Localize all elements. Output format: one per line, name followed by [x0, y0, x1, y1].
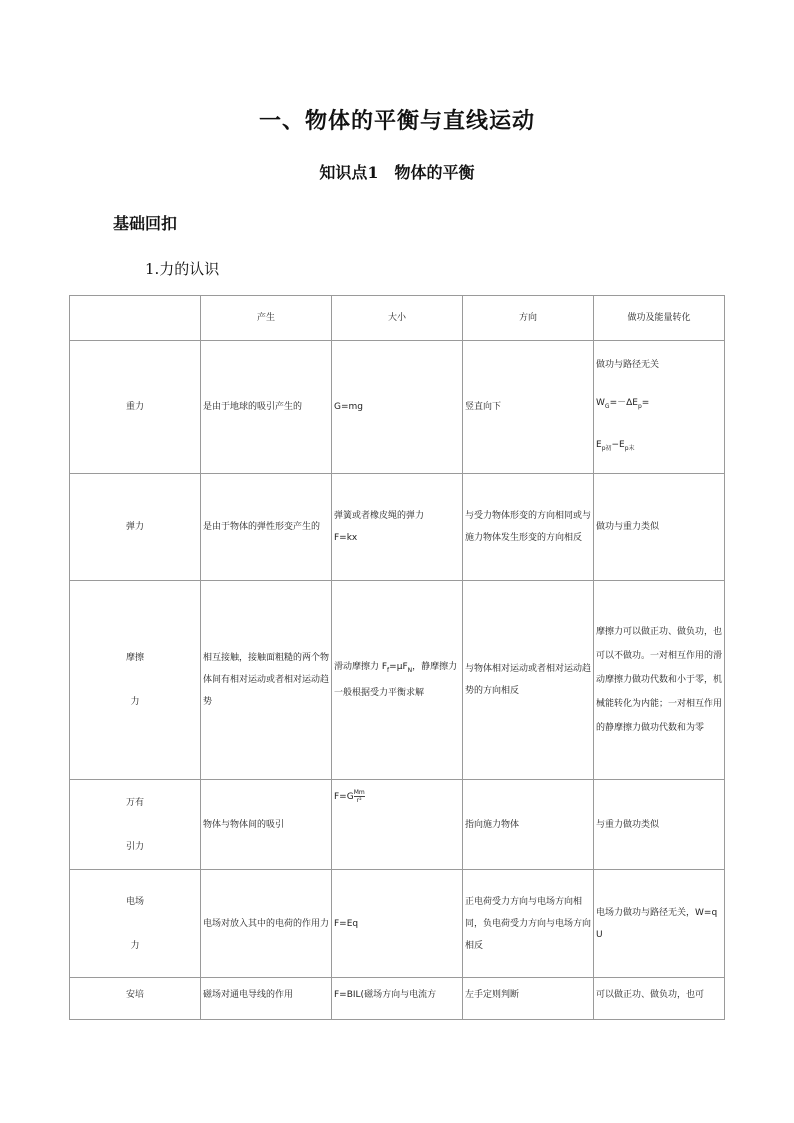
- force-table: [69, 295, 725, 1020]
- universal-work: 与重力做功类似: [594, 780, 725, 870]
- electric-direction: 正电荷受力方向与电场方向相同，负电荷受力方向与电场方向相反: [463, 870, 594, 978]
- electric-size: F=Eq: [332, 870, 463, 978]
- gravity-work: [594, 341, 725, 474]
- gravity-direction: 竖直向下: [463, 341, 594, 474]
- electric-name: 电场 力: [70, 870, 201, 978]
- ampere-work: 可以做正功、做负功，也可: [594, 978, 725, 1020]
- table-row-gravity: [70, 341, 725, 474]
- gravity-origin: 是由于地球的吸引产生的: [201, 341, 332, 474]
- page-title: 一、物体的平衡与直线运动: [258, 108, 535, 134]
- table-header-row: [70, 296, 725, 341]
- universal-origin: 物体与物体间的吸引: [201, 780, 332, 870]
- header-cell-origin: 产生: [201, 296, 332, 341]
- page-subtitle: 知识点1 物体的平衡: [319, 163, 475, 182]
- universal-fraction: $\frac{Mm}{\text{r²}}$: [353, 789, 365, 804]
- header-cell-work: 做功及能量转化: [594, 296, 725, 341]
- friction-size: 滑动摩擦力 $F_f=\mu F_N$，静摩擦力一般根据受力平衡求解: [332, 581, 463, 780]
- electric-work: 电场力做功与路径无关，W=qU: [594, 870, 725, 978]
- elastic-size: [332, 474, 463, 581]
- gravity-work-line1: 做功与路径无关: [596, 360, 660, 371]
- elastic-work: 做功与重力类似: [594, 474, 725, 581]
- gravity-work-line3: $E_{p初}-E_{p末}$: [596, 440, 635, 452]
- gravity-size: G=mg: [332, 341, 463, 474]
- friction-origin: 相互接触，接触面粗糙的两个物体间有相对运动或者相对运动趋势: [201, 581, 332, 780]
- friction-work: 摩擦力可以做正功、做负功，也可以不做功。一对相互作用的滑动摩擦力做功代数和小于零，机械能转化为内能；一对相互作用的静摩擦力做功代数和为零: [594, 581, 725, 780]
- elastic-size-line2: F=kx: [334, 533, 358, 543]
- table-row-universal: [70, 780, 725, 870]
- universal-direction: 指向施力物体: [463, 780, 594, 870]
- elastic-name: 弹力: [70, 474, 201, 581]
- header-cell-size: 大小: [332, 296, 463, 341]
- table-row-friction: [70, 581, 725, 780]
- table-row-ampere: [70, 978, 725, 1020]
- section-heading: 基础回扣: [113, 214, 178, 233]
- gravity-work-formula: $W_G=-\Delta E_p=$: [596, 398, 650, 410]
- gravity-name: 重力: [70, 341, 201, 474]
- universal-size: F=G $\frac{Mm}{\text{r²}}$: [332, 780, 463, 870]
- table-row-electric: [70, 870, 725, 978]
- friction-name: 摩擦 力: [70, 581, 201, 780]
- electric-origin: 电场对放入其中的电荷的作用力: [201, 870, 332, 978]
- table-row-elastic: [70, 474, 725, 581]
- item-heading: 1.力的认识: [145, 260, 220, 278]
- ampere-origin: 磁场对通电导线的作用: [201, 978, 332, 1020]
- ampere-size: F=BIL(磁场方向与电流方: [332, 978, 463, 1020]
- elastic-size-line1: 弹簧或者橡皮绳的弹力: [334, 511, 425, 521]
- ampere-name: 安培: [70, 978, 201, 1020]
- elastic-origin: 是由于物体的弹性形变产生的: [201, 474, 332, 581]
- elastic-direction: 与受力物体形变的方向相同或与施力物体发生形变的方向相反: [463, 474, 594, 581]
- header-cell-direction: 方向: [463, 296, 594, 341]
- friction-direction: 与物体相对运动或者相对运动趋势的方向相反: [463, 581, 594, 780]
- header-cell-empty: [70, 296, 201, 341]
- ampere-direction: 左手定则判断: [463, 978, 594, 1020]
- universal-name: 万有 引力: [70, 780, 201, 870]
